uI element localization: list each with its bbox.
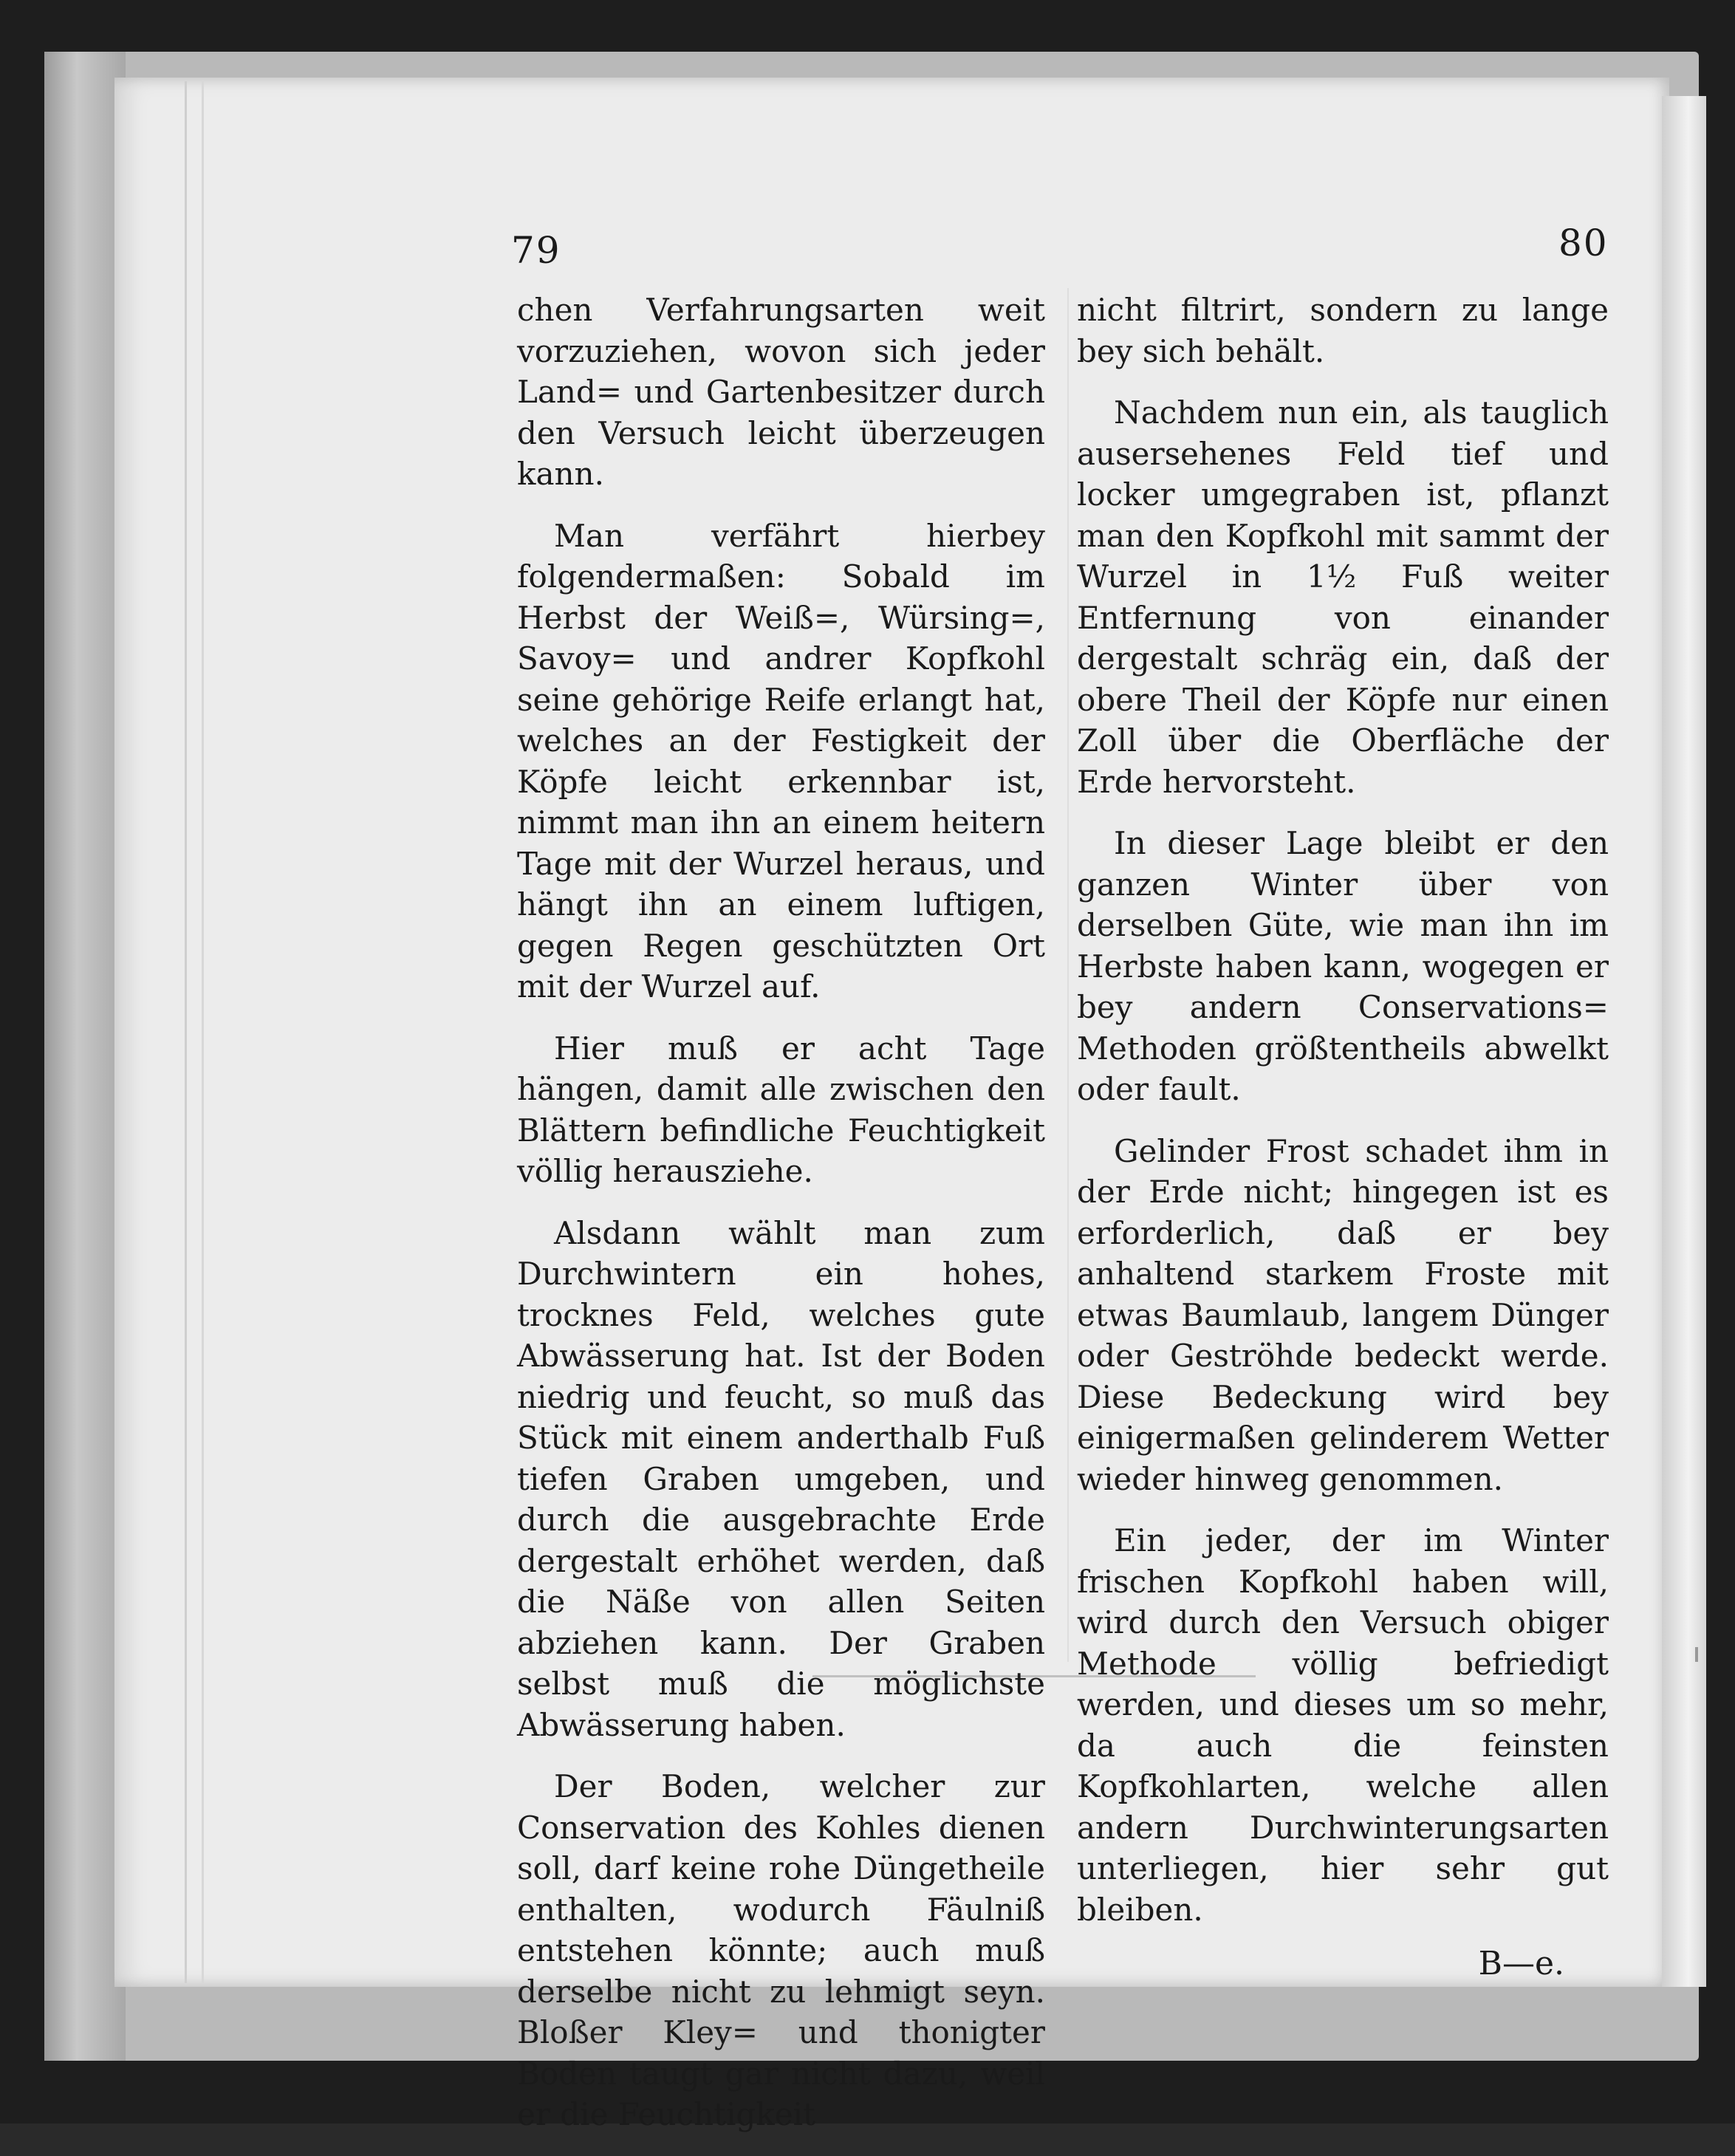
paragraph: Alsdann wählt man zum Durchwintern ein hohes, trocknes Feld, welches gute Abwässerung hat. Ist der Boden niedrig und feucht, so muß das Stück mit einem anderthalb Fuß tiefen Graben umgeben, und durch die ausgebrachte Erde dergestalt erhöhet werden, daß die Näße von allen Seiten abziehen kann. Der Graben selbst muß die möglichste Abwässerung haben. bbox=[517, 1214, 1045, 1743]
book-spine-edge bbox=[44, 52, 126, 2061]
paragraph: Ein jeder, der im Winter frischen Kopfkohl haben will, wird durch den Versuch obiger Methode völlig befriedigt werden, und dieses um so mehr, da auch die feinsten Kopfkohlarten, welche allen andern Durchwinterungsarten unterliegen, hier sehr gut bleiben. bbox=[1077, 1522, 1609, 1928]
margin-mark bbox=[1695, 1647, 1698, 1662]
paragraph: Gelinder Frost schadet ihm in der Erde nicht; hingegen ist es erforderlich, daß er bey anhaltend starkem Froste mit etwas Baumlaub, langem Dünger oder Geströhde bedeckt werde. Diese Bedeckung wird bey einigermaßen gelinderem Wetter wieder hinweg genommen. bbox=[1077, 1132, 1609, 1497]
column-gutter bbox=[1067, 288, 1069, 1662]
right-text-column bbox=[1077, 290, 1609, 1985]
page-number-left: 79 bbox=[511, 229, 561, 272]
paragraph: Man verfährt hierbey folgendermaßen: Sobald im Herbst der Weiß=, Würsing=, Savoy= und andrer Kopfkohl seine gehörige Reife erlangt hat, welches an der Festigkeit der Köpfe leicht erkennbar ist, nimmt man ihn an einem heitern Tage mit der Wurzel heraus, und hängt ihn an einem luftigen, gegen Regen geschützten Ort mit der Wurzel auf. bbox=[517, 517, 1045, 1005]
paragraph: In dieser Lage bleibt er den ganzen Winter über von derselben Güte, wie man ihn im Herbste haben kann, wogegen er bey andern Conservations= Methoden größtentheils abwelkt oder fault. bbox=[1077, 825, 1609, 1107]
page-stack-edge bbox=[185, 81, 204, 1983]
paragraph: Der Boden, welcher zur Conservation des Kohles dienen soll, darf keine rohe Düngetheile enthalten, wodurch Fäulniß entstehen könnte; auch muß derselbe nicht zu lehmigt seyn. Bloßer Kley= und thonigter Boden taugt gar nicht dazu, weil er die Feuchtigkeit bbox=[517, 1768, 1045, 2132]
left-text-column bbox=[517, 290, 1045, 2156]
next-page-edge bbox=[1662, 96, 1706, 1987]
paragraph: Nachdem nun ein, als tauglich ausersehenes Feld tief und locker umgegraben ist, pflanzt man den Kopfkohl mit sammt der Wurzel in 1½ Fuß weiter Entfernung von einander dergestalt schräg ein, daß der obere Theil der Köpfe nur einen Zoll über die Oberfläche der Erde hervorsteht. bbox=[1077, 394, 1609, 800]
paragraph: nicht filtrirt, sondern zu lange bey sich behält. bbox=[1077, 292, 1609, 369]
author-signature: B—e. bbox=[1478, 1945, 1564, 1982]
paragraph: chen Verfahrungsarten weit vorzuziehen, wovon sich jeder Land= und Gartenbesitzer durch den Versuch leicht überzeugen kann. bbox=[517, 292, 1045, 492]
paragraph: Hier muß er acht Tage hängen, damit alle zwischen den Blättern befindliche Feuchtigkeit völlig herausziehe. bbox=[517, 1030, 1045, 1189]
page-number-right: 80 bbox=[1558, 222, 1609, 264]
